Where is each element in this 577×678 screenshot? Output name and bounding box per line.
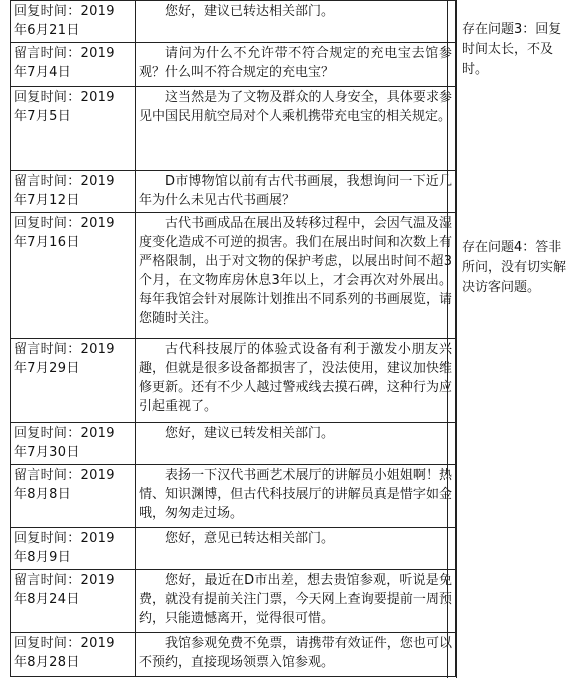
date-label: 留言时间：2019 <box>14 573 115 588</box>
date-value: 年7月12日 <box>14 193 80 208</box>
content-cell <box>136 339 456 423</box>
table-row <box>11 213 456 339</box>
content-cell <box>136 528 456 570</box>
content-text: 您好，建议已转发相关部门。 <box>165 426 335 441</box>
date-value: 年7月29日 <box>14 361 80 376</box>
date-cell <box>11 570 136 633</box>
content-cell <box>136 87 456 171</box>
content-cell <box>136 43 456 87</box>
date-label: 留言时间：2019 <box>14 342 115 357</box>
date-value: 年6月21日 <box>14 23 80 38</box>
content-cell <box>136 570 456 633</box>
content-cell <box>136 465 456 528</box>
date-label: 留言时间：2019 <box>14 468 115 483</box>
table-row <box>11 570 456 633</box>
content-cell <box>136 171 456 213</box>
date-cell <box>11 87 136 171</box>
date-cell <box>11 339 136 423</box>
content-text: 请问为什么不允许带不符合规定的充电宝去馆参观？什么叫不符合规定的充电宝？ <box>139 46 452 80</box>
table-row <box>11 465 456 528</box>
content-text: 您好，建议已转达相关部门。 <box>165 4 335 19</box>
date-label: 回复时间：2019 <box>14 4 115 19</box>
content-text: 古代科技展厅的体验式设备有利于激发小朋友兴趣，但就是很多设备都损害了，没法使用，建议加快维修更新。还有不少人越过警戒线去摸石碑，这种行为应引起重视了。 <box>139 342 452 414</box>
date-value: 年7月16日 <box>14 235 80 250</box>
content-cell <box>136 213 456 339</box>
date-value: 年8月28日 <box>14 655 80 670</box>
content-text: 表扬一下汉代书画艺术展厅的讲解员小姐姐啊！热情、知识渊博，但古代科技展厅的讲解员真是惜字如金哦，匆匆走过场。 <box>139 468 452 521</box>
message-reply-table <box>10 0 456 677</box>
date-value: 年8月9日 <box>14 550 72 565</box>
annotation-note: 存在问题4：答非所问，没有切实解决访客问题。 <box>462 240 567 295</box>
table-row <box>11 1 456 43</box>
column-divider <box>447 0 448 678</box>
table-row <box>11 528 456 570</box>
date-value: 年7月5日 <box>14 109 72 124</box>
date-label: 回复时间：2019 <box>14 426 115 441</box>
content-cell <box>136 423 456 465</box>
date-cell <box>11 465 136 528</box>
date-cell <box>11 633 136 677</box>
date-value: 年8月8日 <box>14 487 72 502</box>
content-cell <box>136 1 456 43</box>
date-label: 回复时间：2019 <box>14 531 115 546</box>
table-row <box>11 339 456 423</box>
date-cell <box>11 213 136 339</box>
date-label: 回复时间：2019 <box>14 90 115 105</box>
content-text: D市博物馆以前有古代书画展，我想询问一下近几年为什么未见古代书画展？ <box>139 174 452 208</box>
date-label: 留言时间：2019 <box>14 174 115 189</box>
content-text: 古代书画成品在展出及转移过程中，会因气温及湿度变化造成不可逆的损害。我们在展出时间和次数上有严格限制，出于对文物的保护考虑，以展出时间不超3个月，在文物库房休息3年以上，才会再次对外展出。每年我馆会针对展陈计划推出不同系列的书画展览，请您随时关注。 <box>139 216 452 326</box>
date-label: 回复时间：2019 <box>14 636 115 651</box>
content-text: 我馆参观免费不免票，请携带有效证件，您也可以不预约，直接现场领票入馆参观。 <box>139 636 452 670</box>
table-row <box>11 43 456 87</box>
date-cell <box>11 423 136 465</box>
table-row <box>11 633 456 677</box>
date-cell <box>11 528 136 570</box>
date-cell <box>11 171 136 213</box>
date-value: 年8月24日 <box>14 592 80 607</box>
date-label: 留言时间：2019 <box>14 46 115 61</box>
annotation-column <box>456 0 577 678</box>
date-cell <box>11 1 136 43</box>
date-cell <box>11 43 136 87</box>
table-row <box>11 171 456 213</box>
content-cell <box>136 633 456 677</box>
content-text: 您好，最近在D市出差，想去贵馆参观，听说是免费，就没有提前关注门票，今天网上查询要提前一周预约，只能遗憾离开，觉得很可惜。 <box>139 573 452 626</box>
table-row <box>11 423 456 465</box>
date-label: 回复时间：2019 <box>14 216 115 231</box>
content-text: 这当然是为了文物及群众的人身安全，具体要求参见中国民用航空局对个人乘机携带充电宝的相关规定。 <box>139 90 452 124</box>
content-text: 您好，意见已转达相关部门。 <box>165 531 335 546</box>
annotation-note: 存在问题3：回复时间太长，不及时。 <box>462 22 562 77</box>
date-value: 年7月4日 <box>14 65 72 80</box>
date-value: 年7月30日 <box>14 445 80 460</box>
table-row <box>11 87 456 171</box>
